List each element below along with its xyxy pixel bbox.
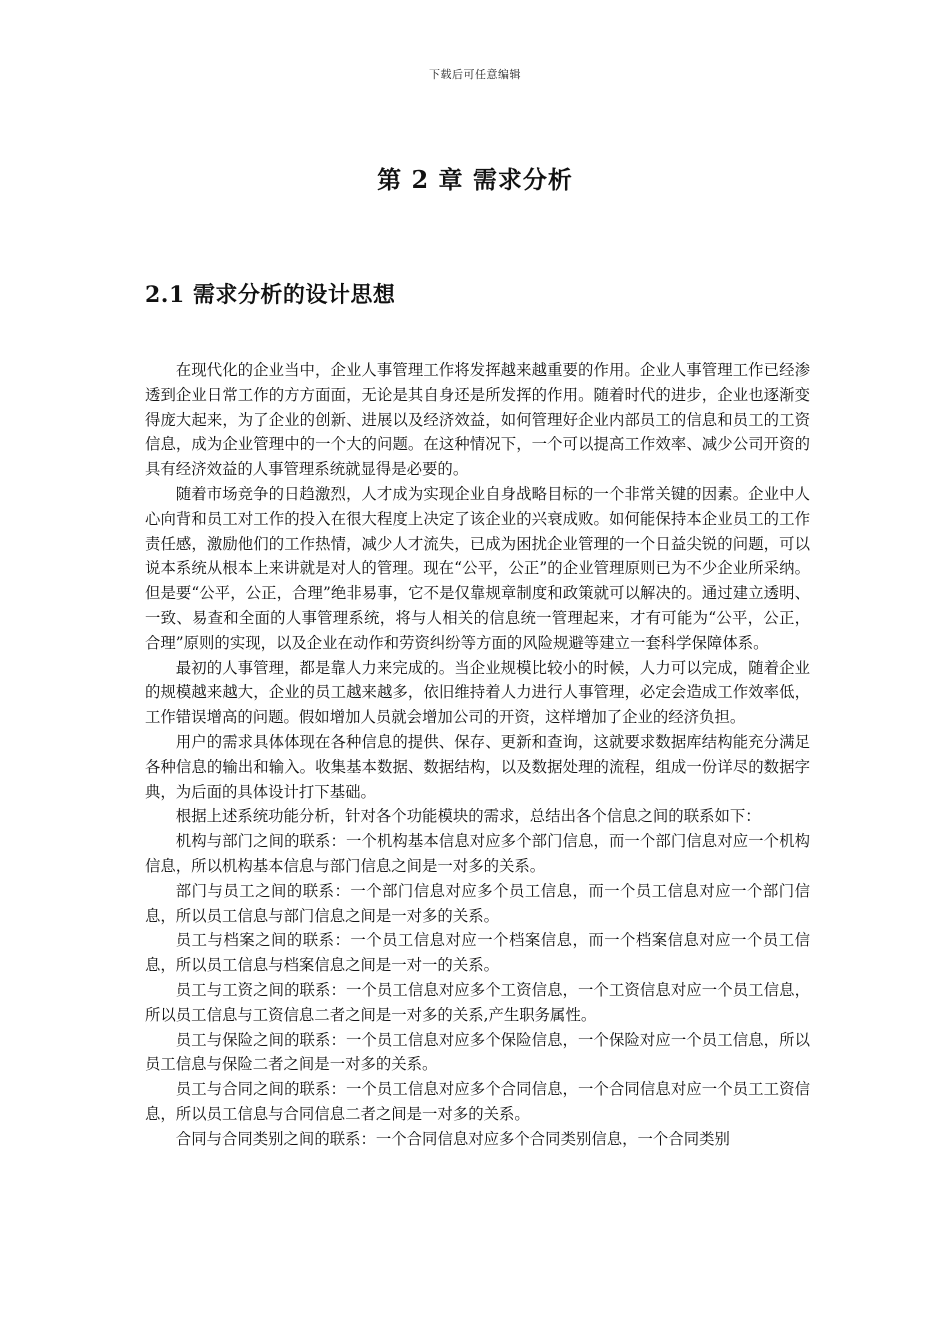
- paragraph-contract-category: 合同与合同类别之间的联系：一个合同信息对应多个合同类别信息，一个合同类别: [175, 1129, 730, 1148]
- paragraph-employee-contract: 员工与合同之间的联系：一个员工信息对应多个合同信息，一个合同信息对应一个员工工资信息，所以员工信息与合同信息二者之间是一对多的关系。: [145, 1080, 810, 1123]
- chapter-title: 第 2 章 需求分析: [377, 165, 573, 194]
- body-text: [145, 358, 810, 1152]
- paragraph-org-dept: 机构与部门之间的联系：一个机构基本信息对应多个部门信息，而一个部门信息对应一个机构信息，所以机构基本信息与部门信息之间是一对多的关系。: [145, 832, 810, 875]
- paragraph-employee-insurance: 员工与保险之间的联系：一个员工信息对应多个保险信息，一个保险对应一个员工信息，所以员工信息与保险二者之间是一对多的关系。: [145, 1030, 810, 1074]
- paragraph-intro: 在现代化的企业当中，企业人事管理工作将发挥越来越重要的作用。企业人事管理工作已经渗透到企业日常工作的方方面面，无论是其自身还是所发挥的作用。随着时代的进步，企业也逐渐变得庞大起来，为了企业的创新、进展以及经济效益，如何管理好企业内部员工的信息和员工的工资信息，成为企业管理中的一个大的问题。在这种情况下，一个可以提高工作效率、减少公司开资的具有经济效益的人事管理系统就显得是必要的。: [145, 361, 810, 479]
- paragraph-summary-intro: 根据上述系统功能分析，针对各个功能模块的需求，总结出各个信息之间的联系如下：: [175, 807, 761, 826]
- paragraph-employee-archive: 员工与档案之间的联系：一个员工信息对应一个档案信息，而一个档案信息对应一个员工信息，所以员工信息与档案信息之间是一对一的关系。: [145, 931, 810, 975]
- paragraph-dept-employee: 部门与员工之间的联系：一个部门信息对应多个员工信息，而一个员工信息对应一个部门信息，所以员工信息与部门信息之间是一对多的关系。: [145, 881, 810, 925]
- paragraph-competition: 随着市场竞争的日趋激烈，人才成为实现企业自身战略目标的一个非常关键的因素。企业中人心向背和员工对工作的投入在很大程度上决定了该企业的兴衰成败。如何能保持本企业员工的工作责任感，激励他们的工作热情，减少人才流失，已成为困扰企业管理的一个日益尖锐的问题，可以说本系统从根本上来讲就是对人的管理。现在“公平，公正”的企业管理原则已为不少企业所采纳。但是要“公平，公正，合理”绝非易事，它不是仅靠规章制度和政策就可以解决的。通过建立透明、一致、易查和全面的人事管理系统，将与人相关的信息统一管理起来，才有可能为“公平，公正，合理”原则的实现，以及企业在动作和劳资纠纷等方面的风险规避等建立一套科学保障体系。: [145, 484, 810, 652]
- page-header-note: 下载后可任意编辑: [429, 68, 521, 81]
- paragraph-manual-management: 最初的人事管理，都是靠人力来完成的。当企业规模比较小的时候，人力可以完成，随着企业的规模越来越大，企业的员工越来越多，依旧维持着人力进行人事管理，必定会造成工作效率低，工作错误增高的问题。假如增加人员就会增加公司的开资，这样增加了企业的经济负担。: [145, 658, 810, 727]
- paragraph-user-needs: 用户的需求具体体现在各种信息的提供、保存、更新和查询，这就要求数据库结构能充分满足各种信息的输出和输入。收集基本数据、数据结构，以及数据处理的流程，组成一份详尽的数据字典，为后面的具体设计打下基础。: [145, 732, 810, 801]
- paragraph-employee-salary: 员工与工资之间的联系：一个员工信息对应多个工资信息，一个工资信息对应一个员工信息，所以员工信息与工资信息二者之间是一对多的关系,产生职务属性。: [145, 980, 810, 1024]
- section-title: 2.1 需求分析的设计思想: [145, 282, 396, 308]
